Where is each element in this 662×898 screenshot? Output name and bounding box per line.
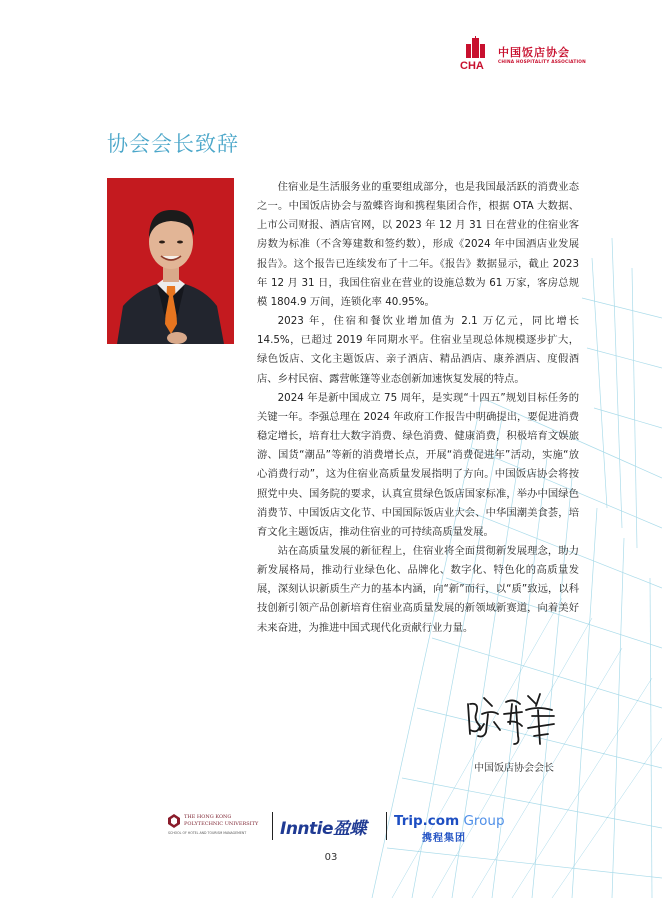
- portrait-photo-icon: [107, 178, 234, 344]
- page-number: 03: [324, 852, 338, 863]
- svg-text:CHA: CHA: [460, 60, 484, 70]
- tripcom-logo: [394, 810, 505, 844]
- paragraph-3: 2024 年是新中国成立 75 周年，是实现“十四五”规划目标任务的关键一年。李强总理在 2024 年政府工作报告中明确提出，要促进消费稳定增长，培育壮大数字消费、绿色消费、健康消费，积极培育文娱旅游、国货“潮品”等新的消费增长点，开展“消费促进年”活动，实施“放心消费行动”，这为住宿业高质量发展指明了方向。中国饭店协会将按照党中央、国务院的要求，认真宣贯绿色饭店国家标准，举办中国绿色消费节、中国饭店文化节、中国国际饭店业大会、中华国潮美食荟，培育文化主题饭店，推动住宿业的可持续高质量发展。: [257, 391, 579, 538]
- tripcom-name: Trip.com: [394, 813, 460, 829]
- page-title: 协会会长致辞: [107, 132, 239, 156]
- tripcom-cn-name: 携程集团: [422, 833, 466, 844]
- paragraph-1: 住宿业是生活服务业的重要组成部分，也是我国最活跃的消费业态之一。中国饭店协会与盈蝶咨询和携程集团合作，根据 OTA 大数据、上市公司财报、酒店官网，以 2023 年 12 月 31 日在营业的住宿业客房数为标准（不含筹建数和签约数），形成《2024 年中国酒店业发展报告》。这个报告已连续发布了十二年。《报告》数据显示，截止 2023 年 12 月 31 日，我国住宿业在营业的设施总数为 61 万家，客房总规模 1804.9 万间，连锁化率 40.95%。: [257, 181, 579, 308]
- polyu-line-1: THE HONG KONG: [184, 814, 232, 820]
- paragraph-4: 站在高质量发展的新征程上，住宿业将全面贯彻新发展理念，助力新发展格局，推动行业绿色化、品牌化、数字化、特色化的高质量发展，深刻认识新质生产力的基本内涵，向“新”而行，以“质”致远，以科技创新引领产品创新培育住宿业高质量发展的新领域新赛道，向着美好未来奋进，为推进中国式现代化贡献行业力量。: [257, 544, 579, 634]
- logo-english-name: CHINA HOSPITALITY ASSOCIATION: [498, 60, 586, 65]
- signature-title: 中国饭店协会会长: [474, 763, 554, 774]
- association-logo: [458, 36, 598, 74]
- handwritten-signature: [462, 684, 562, 754]
- inntie-logo: Inntie盈蝶: [280, 819, 367, 839]
- polyu-line-3: SCHOOL OF HOTEL AND TOURISM MANAGEMENT: [168, 831, 247, 835]
- logo-chinese-name: 中国饭店协会: [498, 46, 570, 59]
- polyu-logo: [168, 814, 268, 840]
- partner-logos: [168, 808, 508, 844]
- speech-body: [257, 178, 579, 638]
- polyu-emblem-icon: [168, 814, 180, 828]
- polyu-line-2: POLYTECHNIC UNIVERSITY: [184, 821, 259, 827]
- tripcom-group: Group: [459, 813, 505, 829]
- paragraph-2: 2023 年，住宿和餐饮业增加值为 2.1 万亿元，同比增长 14.5%，已超过 2019 年同期水平。住宿业呈现总体规模逐步扩大，绿色饭店、文化主题饭店、亲子酒店、精品酒店、康养酒店、度假酒店、乡村民宿、露营帐篷等业态创新加速恢复发展的特点。: [257, 315, 579, 385]
- president-portrait: [107, 178, 234, 344]
- cha-emblem-icon: [458, 36, 496, 70]
- partner-divider: [386, 812, 387, 840]
- partner-divider: [272, 812, 273, 840]
